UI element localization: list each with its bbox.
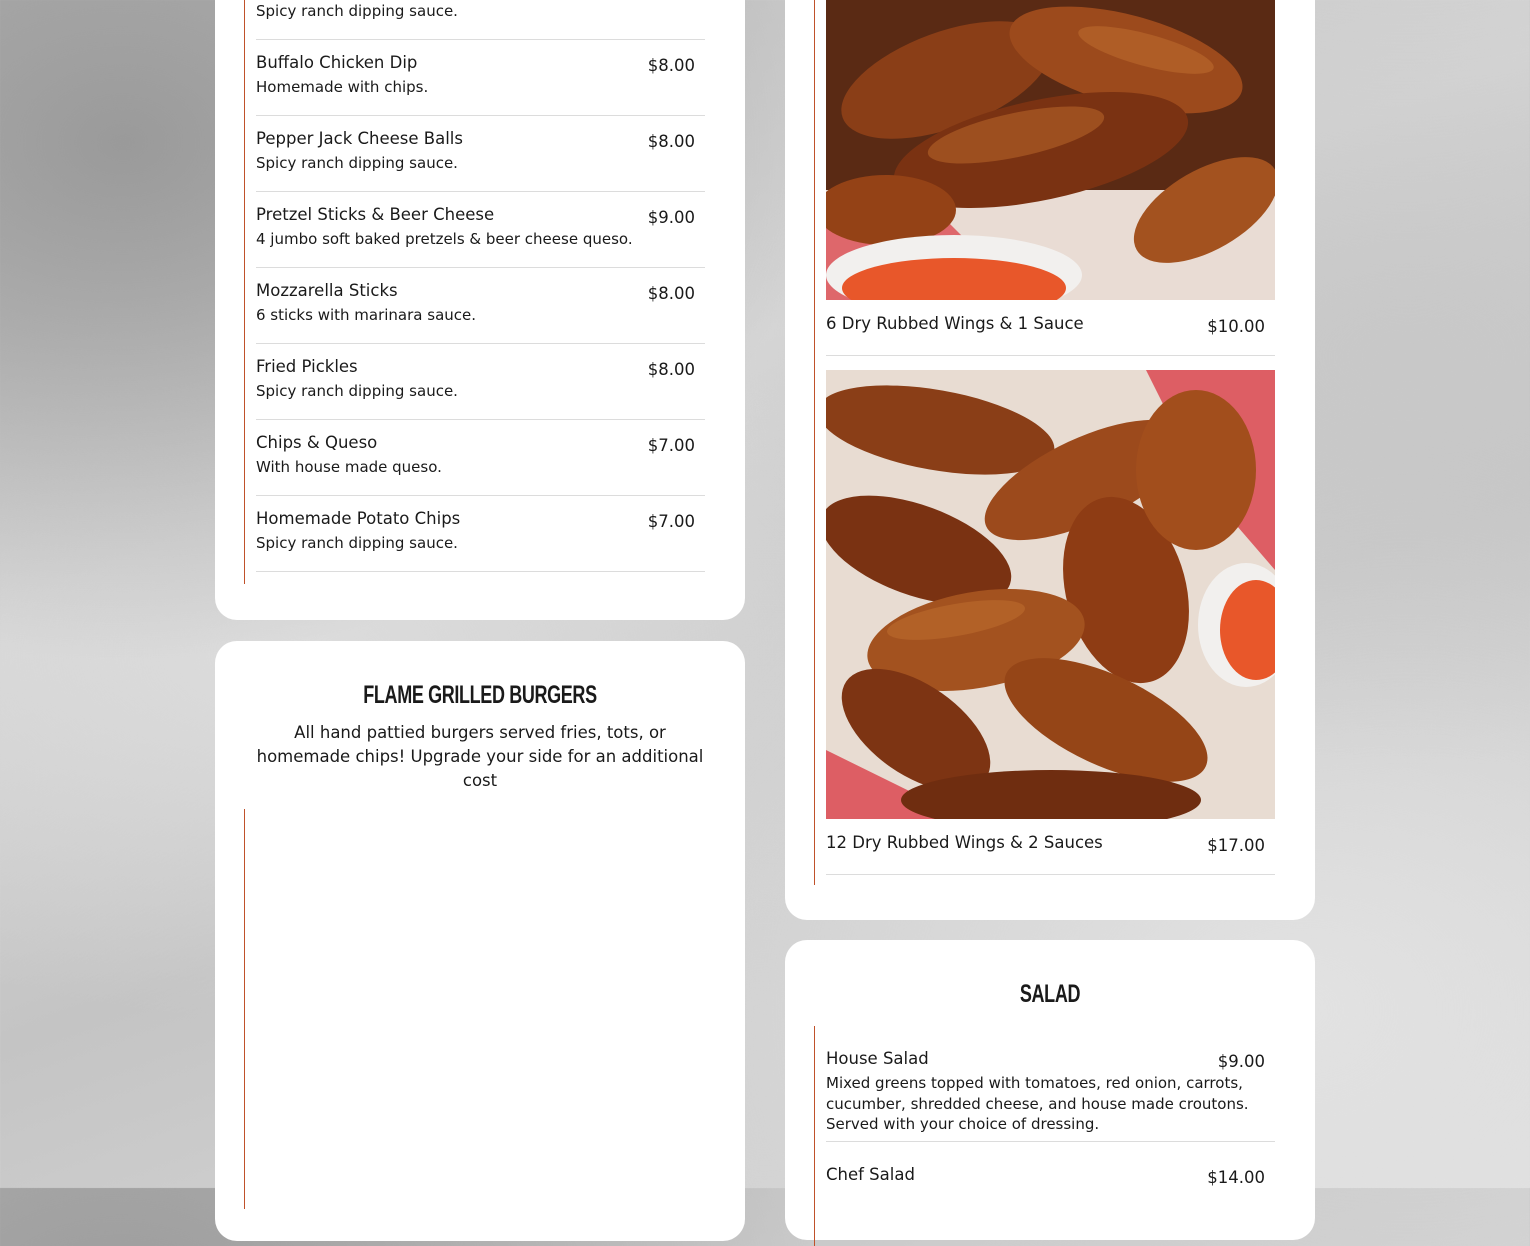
section-title: SALAD (1019, 980, 1081, 1008)
item-price: $9.00 (1217, 1052, 1265, 1071)
accent-rule (814, 0, 815, 885)
item-price: $8.00 (647, 56, 695, 75)
item-price: $8.00 (647, 132, 695, 151)
menu-item (256, 344, 705, 420)
item-name: Buffalo Chicken Dip (256, 53, 418, 72)
item-name: Mozzarella Sticks (256, 281, 398, 300)
menu-item (256, 192, 705, 268)
menu-item (826, 300, 1275, 356)
item-description: Spicy ranch dipping sauce. (256, 154, 458, 172)
item-name: 12 Dry Rubbed Wings & 2 Sauces (826, 833, 1103, 852)
wings-card (785, 0, 1315, 920)
menu-item (826, 1152, 1275, 1232)
item-name: 6 Dry Rubbed Wings & 1 Sauce (826, 314, 1084, 333)
menu-item (256, 268, 705, 344)
item-description: Homemade with chips. (256, 78, 429, 96)
item-name: Pepper Jack Cheese Balls (256, 129, 463, 148)
accent-rule (244, 0, 245, 584)
salad-card (785, 940, 1315, 1240)
item-name: Fried Pickles (256, 357, 358, 376)
accent-rule (814, 1026, 815, 1246)
burgers-card (215, 641, 745, 1241)
item-description: 6 sticks with marinara sauce. (256, 306, 477, 324)
appetizers-card (215, 0, 745, 620)
item-price: $9.00 (647, 208, 695, 227)
item-name: House Salad (826, 1049, 929, 1068)
item-name: Homemade Potato Chips (256, 509, 461, 528)
item-price: $17.00 (1207, 836, 1265, 855)
item-price: $7.00 (647, 512, 695, 531)
item-price: $8.00 (647, 360, 695, 379)
item-description: Spicy ranch dipping sauce. (256, 2, 458, 20)
menu-item (256, 0, 705, 40)
accent-rule (244, 809, 245, 1209)
item-name: Pretzel Sticks & Beer Cheese (256, 205, 495, 224)
item-description: Spicy ranch dipping sauce. (256, 382, 458, 400)
wings-photo (826, 0, 1275, 300)
item-price: $8.00 (647, 284, 695, 303)
menu-item (256, 116, 705, 192)
menu-item (826, 1036, 1275, 1142)
menu-item (256, 496, 705, 572)
menu-item (826, 819, 1275, 875)
section-title: FLAME GRILLED BURGERS (363, 681, 597, 709)
item-name: Chips & Queso (256, 433, 378, 452)
item-price: $14.00 (1207, 1168, 1265, 1187)
item-price: $7.00 (647, 436, 695, 455)
section-description: All hand pattied burgers served fries, tots, or homemade chips! Upgrade your side for an additional cost (256, 723, 704, 790)
menu-item (256, 40, 705, 116)
item-description: With house made queso. (256, 458, 442, 476)
item-description: Mixed greens topped with tomatoes, red onion, carrots, cucumber, shredded cheese, and house made croutons. Served with your choice of dressing. (826, 1074, 1249, 1133)
item-price: $10.00 (1207, 317, 1265, 336)
wings-photo (826, 370, 1275, 819)
item-description: 4 jumbo soft baked pretzels & beer cheese queso. (256, 230, 633, 248)
item-description: Spicy ranch dipping sauce. (256, 534, 458, 552)
menu-item (256, 420, 705, 496)
item-name: Chef Salad (826, 1165, 915, 1184)
